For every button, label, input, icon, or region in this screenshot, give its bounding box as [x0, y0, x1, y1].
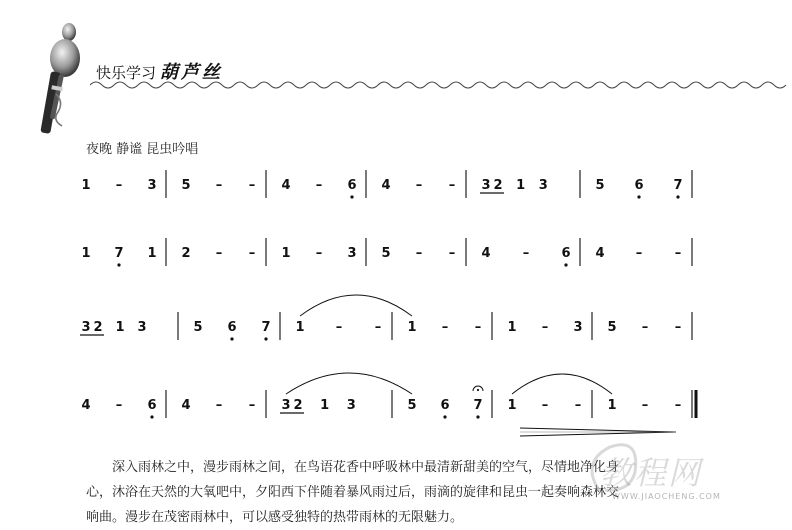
score-note: 4 [595, 246, 605, 261]
score-note: – [215, 398, 223, 413]
score-note: – [315, 178, 323, 193]
watermark-brand: 教程网 [600, 454, 703, 492]
score-note: – [674, 246, 682, 261]
paragraph-line: 深入雨林之中，漫步雨林之间，在鸟语花香中呼吸林中最清新甜美的空气，尽情地净化身 [112, 460, 620, 475]
score-note: 2 [293, 398, 303, 413]
score-note: – [215, 178, 223, 193]
score-note: 1 [516, 178, 526, 193]
score-note: – [248, 246, 256, 261]
score-note: 2 [93, 320, 103, 335]
score-note: 6 [440, 398, 450, 413]
score-note: 1 [81, 178, 91, 193]
octave-dot-below [350, 195, 353, 198]
score-note: 5 [607, 320, 617, 335]
score-note: 3 [81, 320, 91, 335]
octave-dot-below [637, 195, 640, 198]
score-note: 1 [507, 320, 517, 335]
octave-dot-below [564, 263, 567, 266]
score-note: 3 [137, 320, 147, 335]
score-note: – [541, 320, 549, 335]
score-note: 1 [320, 398, 330, 413]
score-note: 3 [347, 246, 357, 261]
score-note: 4 [81, 398, 91, 413]
score-note: 1 [147, 246, 157, 261]
score-note: 5 [381, 246, 391, 261]
octave-dot-below [230, 337, 233, 340]
tie-arc [512, 374, 612, 394]
score-note: 1 [507, 398, 517, 413]
score-note: 1 [295, 320, 305, 335]
fermata-dot [477, 389, 479, 391]
score-note: – [248, 178, 256, 193]
score-note: 1 [115, 320, 125, 335]
score-note: 4 [481, 246, 491, 261]
score-note: – [115, 398, 123, 413]
score-note: 5 [407, 398, 417, 413]
score-note: – [448, 246, 456, 261]
octave-dot-below [443, 415, 446, 418]
score-note: 3 [281, 398, 291, 413]
score-note: 1 [407, 320, 417, 335]
score-note: – [522, 246, 530, 261]
score-note: – [448, 178, 456, 193]
paragraph-line: 心，沐浴在天然的大氧吧中，夕阳西下伴随着暴风雨过后，雨滴的旋律和昆虫一起奏响森林交 [86, 485, 620, 500]
watermark-url: WWW.JIAOCHENG.COM [612, 492, 721, 501]
score-note: 5 [193, 320, 203, 335]
header-title-sub: 葫芦丝 [160, 62, 224, 83]
score-note: 1 [607, 398, 617, 413]
score-note: 6 [147, 398, 157, 413]
score-note: – [635, 246, 643, 261]
score-note: – [115, 178, 123, 193]
score-note: – [541, 398, 549, 413]
score-note: 2 [181, 246, 191, 261]
score-note: – [415, 246, 423, 261]
score-note: 5 [595, 178, 605, 193]
paragraph-line: 响曲。漫步在茂密雨林中，可以感受独特的热带雨林的无限魅力。 [86, 510, 464, 525]
score-note: 3 [573, 320, 583, 335]
score-note: – [474, 320, 482, 335]
score-note: – [415, 178, 423, 193]
score-note: 2 [493, 178, 503, 193]
score-note: 6 [561, 246, 571, 261]
header-title-main: 快乐学习 [96, 64, 157, 82]
score-note: 7 [473, 398, 483, 413]
octave-dot-below [150, 415, 153, 418]
score-note: 4 [381, 178, 391, 193]
score-note: 4 [281, 178, 291, 193]
score-note: – [248, 398, 256, 413]
octave-dot-below [264, 337, 267, 340]
score-note: – [374, 320, 382, 335]
score-note: – [674, 320, 682, 335]
score-note: – [641, 398, 649, 413]
score-note: 6 [347, 178, 357, 193]
octave-dot-below [676, 195, 679, 198]
tie-arc [286, 373, 412, 394]
song-subtitle: 夜晚 静谧 昆虫吟唱 [86, 142, 199, 157]
score-note: – [335, 320, 343, 335]
octave-dot-below [476, 415, 479, 418]
score-note: – [315, 246, 323, 261]
score-note: – [215, 246, 223, 261]
score-note: 3 [481, 178, 491, 193]
score-note: 3 [147, 178, 157, 193]
score-note: – [674, 398, 682, 413]
score-note: 6 [634, 178, 644, 193]
tie-arc [300, 295, 412, 316]
score-note: 7 [261, 320, 271, 335]
score-note: 7 [673, 178, 683, 193]
score-note: 3 [538, 178, 548, 193]
score-note: 1 [281, 246, 291, 261]
score-note: 1 [81, 246, 91, 261]
score-note: – [574, 398, 582, 413]
score-note: 7 [114, 246, 124, 261]
score-note: 5 [181, 178, 191, 193]
score-note: 4 [181, 398, 191, 413]
score-note: 6 [227, 320, 237, 335]
score-note: 3 [346, 398, 356, 413]
score-note: – [441, 320, 449, 335]
score-note: – [641, 320, 649, 335]
octave-dot-below [117, 263, 120, 266]
